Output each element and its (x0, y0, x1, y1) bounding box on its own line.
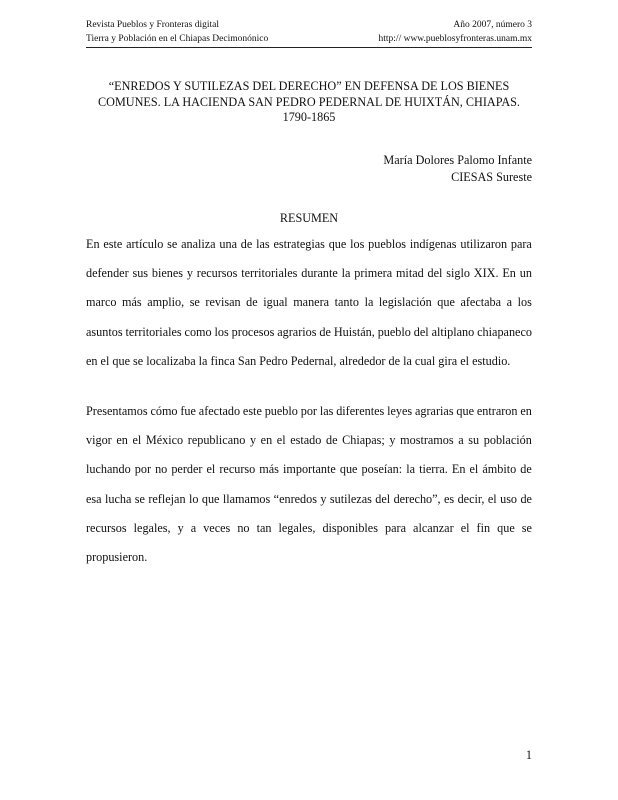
paragraph-line: propusieron. (86, 549, 148, 564)
paragraph-line: En este artículo se analiza una de las estrategias que los pueblos indígenas utilizaron para (86, 237, 532, 251)
title-line: 1790-1865 (282, 110, 336, 125)
header-rule (86, 47, 532, 48)
header-row-1 (86, 19, 532, 33)
paragraph-line: defender sus bienes y recursos territoriales durante la primera mitad del siglo XIX. En un (86, 266, 532, 281)
article-title (86, 79, 532, 126)
header-row-2 (86, 33, 532, 47)
paragraph-line: marco más amplio, se revisan de igual manera tanto la legislación que afectaba a los (86, 295, 532, 310)
section-name: Tierra y Población en el Chiapas Decimonónico (86, 33, 269, 44)
paragraph-line: recursos legales, y a veces no tan legales, disponibles para alcanzar el fin que se (86, 520, 532, 535)
paragraph-line: en el que se localizaba la finca San Pedro Pedernal, alrededor de la cual gira el estudio. (86, 353, 511, 368)
author-affiliation: CIESAS Sureste (451, 169, 532, 184)
page-number: 1 (525, 748, 532, 762)
paragraph-line: Presentamos cómo fue afectado este pueblo por las diferentes leyes agrarias que entraron en (86, 404, 532, 418)
title-line: “ENREDOS Y SUTILEZAS DEL DERECHO” EN DEFENSA DE LOS BIENES (108, 79, 510, 93)
author-block (86, 152, 532, 185)
title-line: COMUNES. LA HACIENDA SAN PEDRO PEDERNAL DE HUIXTÁN, CHIAPAS. (98, 94, 520, 109)
abstract-paragraph (86, 403, 532, 578)
abstract-paragraph (86, 236, 532, 382)
issue-info: Año 2007, número 3 (453, 20, 532, 30)
paragraph-line: asuntos territoriales como los procesos agrarios de Huistán, pueblo del altiplano chiapaneco (86, 324, 532, 339)
running-header (86, 19, 532, 46)
journal-url: http:// www.pueblosyfronteras.unam.mx (378, 33, 532, 44)
paragraph-line: esa lucha se reflejan lo que llamamos “enredos y sutilezas del derecho”, es decir, el uso de (86, 491, 532, 506)
paragraph-line: luchando por no perder el recurso más importante que poseían: la tierra. En el ámbito de (86, 462, 532, 477)
journal-name: Revista Pueblos y Fronteras digital (86, 20, 219, 30)
author-name: María Dolores Palomo Infante (383, 153, 532, 167)
abstract-heading: RESUMEN (279, 211, 339, 225)
paragraph-line: vigor en el México republicano y en el estado de Chiapas; y mostramos a su población (86, 433, 532, 448)
